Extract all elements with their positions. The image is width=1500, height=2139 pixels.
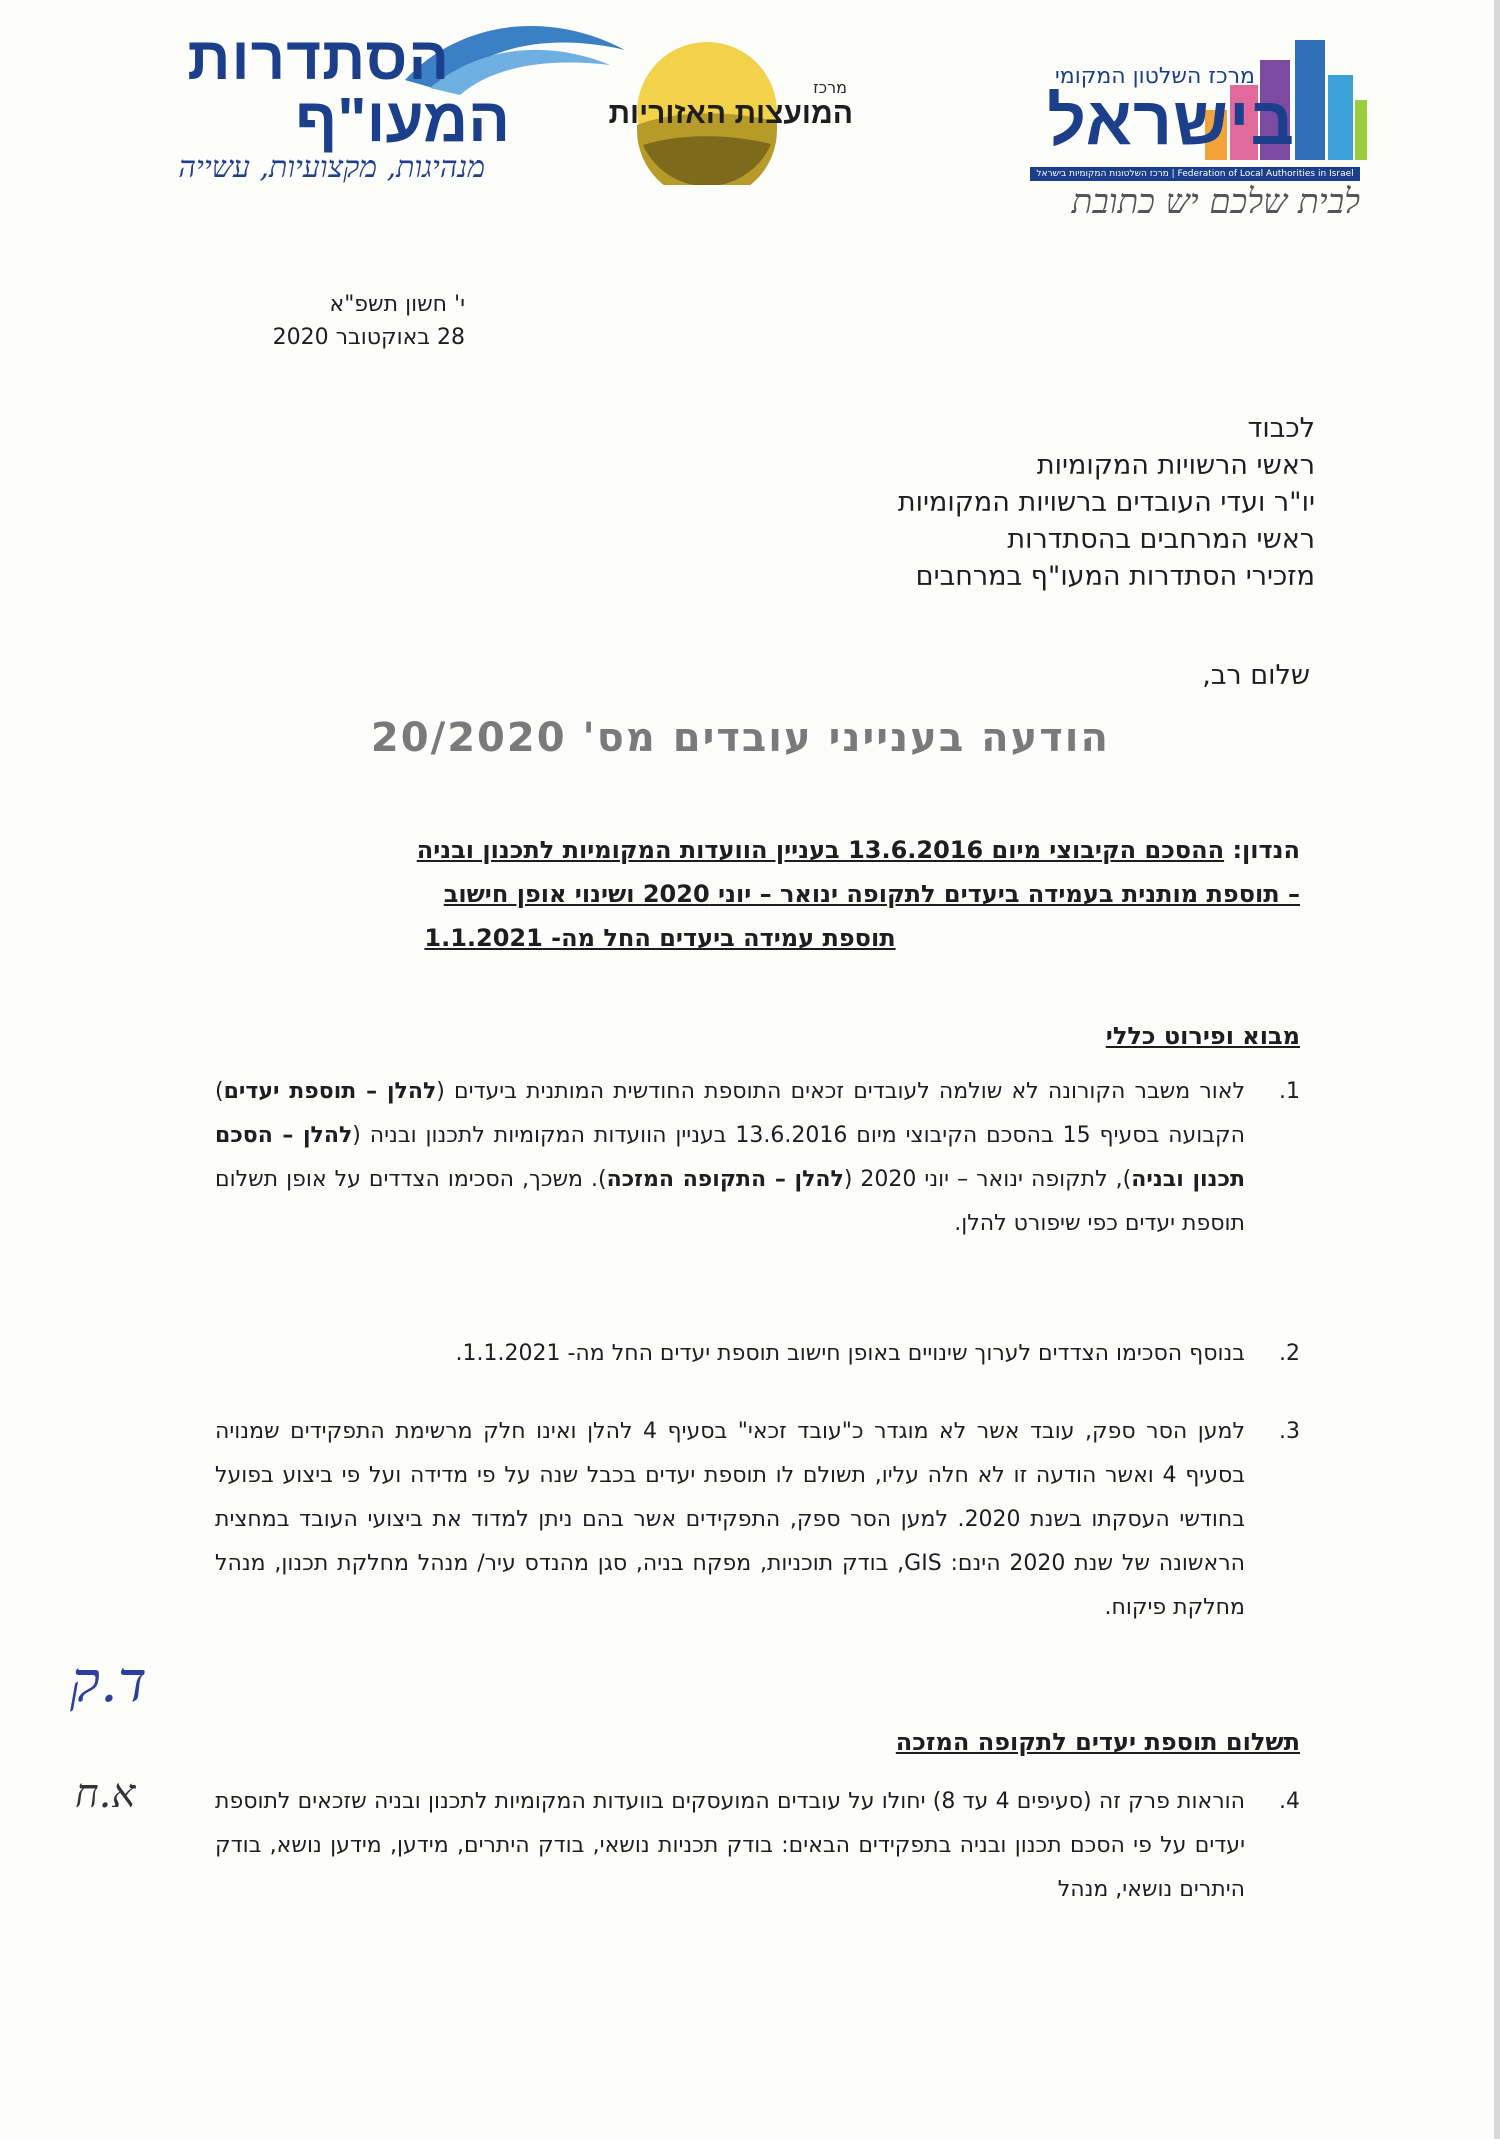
merkaz-main-text: בישראל [1047, 83, 1295, 159]
subject-text-1: ההסכם הקיבוצי מיום 13.6.2016 בעניין הוועדות המקומיות לתכנון ובניה [416, 836, 1225, 864]
paragraph-number: 1. [1279, 1079, 1300, 1104]
subject-label: הנדון: [1232, 836, 1300, 864]
text-run: ) הקבועה בסעיף 15 בהסכם הקיבוצי מיום 13.6.2016 בעניין הוועדות המקומיות לתכנון ובניה ( [215, 1079, 1245, 1148]
paragraph-2 [215, 1332, 1300, 1376]
handwritten-initials: א.ח [75, 1771, 136, 1817]
histadrut-name-line2: המעו"ף [295, 86, 510, 155]
defined-term: להלן – הסכם תכנון ובניה [215, 1123, 1246, 1192]
recipient-line: יו"ר ועדי העובדים ברשויות המקומיות [897, 487, 1315, 518]
paragraph-number: 4. [1279, 1789, 1300, 1814]
scan-edge-shadow [1494, 0, 1500, 2139]
regional-main-text: המועצות האזוריות [608, 97, 853, 130]
recipients-block [780, 410, 1315, 595]
section-heading-payment: תשלום תוספת יעדים לתקופה המזכה [895, 1728, 1300, 1756]
gregorian-date: 28 באוקטובר 2020 [272, 325, 465, 350]
paragraph-text: הוראות פרק זה (סעיפים 4 עד 8) יחולו על עובדים המועסקים בוועדות המקומיות לתכנון ובניה שזכאים לתוספת יעדים על פי הסכם תכנון ובניה בתפקידים הבאים: בודק תכניות נושאי, בודק היתרים, מידען, מידען נושא, בודק היתרים נושאי, מנהל [215, 1789, 1245, 1902]
histadrut-tagline: מנהיגות, מקצועיות, עשייה [178, 150, 485, 185]
regional-small-text: מרכז [813, 78, 847, 97]
handwritten-initials: ד.ק [70, 1650, 147, 1715]
recipient-line: ראשי הרשויות המקומיות [1036, 450, 1315, 481]
subject-text-3: תוספת עמידה ביעדים החל מה- 1.1.2021 [424, 924, 896, 952]
recipient-line: ראשי המרחבים בהסתדרות [1007, 524, 1315, 555]
paragraph-1 [215, 1070, 1300, 1246]
greeting: שלום רב, [1202, 660, 1310, 691]
paragraph-text: למען הסר ספק, עובד אשר לא מוגדר כ"עובד זכאי" בסעיף 4 להלן ואינו חלק מרשימת התפקידים שמנויה בסעיף 4 ואשר הודעה זו לא חלה עליו, תשולם לו תוספת יעדים בכבל שנה על פי מדידה ועל פי ביצוע בפועל בחודשי העסקתו בשנת 2020. למען הסר ספק, התפקידים אשר בהם ניתן למדוד את ביצועי העובד במחצית הראשונה של שנת 2020 הינם: GIS, בודק תוכניות, מפקח בניה, סגן מהנדס עיר/ מנהל מחלקת תכנון, מנהל מחלקת פיקוח. [215, 1419, 1246, 1620]
histadrut-name-line1: הסתדרות [187, 25, 450, 92]
text-run: לאור משבר הקורונה לא שולמה לעובדים זכאים התוספת החודשית המותנית ביעדים ( [436, 1079, 1245, 1104]
subject-block [230, 828, 1300, 960]
subject-text-2: – תוספת מותנית בעמידה ביעדים לתקופה ינואר – יוני 2020 ושינוי אופן חישוב [443, 880, 1300, 908]
text-run: ). משכך, הסכימו הצדדים על אופן תשלום תוספת יעדים כפי שיפורט להלן. [215, 1167, 1245, 1236]
paragraph-number: 3. [1279, 1419, 1300, 1444]
section-heading-intro: מבוא ופירוט כללי [1105, 1022, 1300, 1050]
recipients-to: לכבוד [1247, 413, 1315, 444]
defined-term: להלן – התקופה המזכה [606, 1167, 844, 1192]
merkaz-top-text: מרכז השלטון המקומי [1054, 64, 1255, 89]
paragraph-text [215, 1070, 1245, 1246]
subject-line-1 [230, 828, 1300, 872]
text-run: ), לתקופה ינואר – יוני 2020 ( [843, 1167, 1132, 1192]
paragraph-4 [215, 1780, 1300, 1912]
subject-line-3 [230, 916, 1300, 960]
histadrut-logo [170, 10, 625, 200]
merkaz-slogan: לבית שלכם יש כתובת [1071, 182, 1360, 222]
paragraph-number: 2. [1279, 1341, 1300, 1366]
hebrew-date: י' חשון תשפ"א [329, 292, 465, 317]
local-authorities-logo [1010, 30, 1380, 220]
letter-dates [235, 288, 465, 354]
subject-line-2 [230, 872, 1300, 916]
recipient-line: מזכירי הסתדרות המעו"ף במרחבים [915, 561, 1315, 592]
regional-councils-logo [608, 30, 865, 185]
paragraph-text: בנוסף הסכימו הצדדים לערוך שינויים באופן חישוב תוספת יעדים החל מה- 1.1.2021. [455, 1341, 1245, 1366]
defined-term: להלן – תוספת יעדים [223, 1079, 437, 1104]
merkaz-bar-text: מרכז השלטונות המקומיות בישראל | Federation of Local Authorities in Israel [1030, 167, 1360, 181]
paragraph-3 [215, 1410, 1300, 1630]
document-title: הודעה בענייני עובדים מס' 20/2020 [370, 715, 1110, 761]
